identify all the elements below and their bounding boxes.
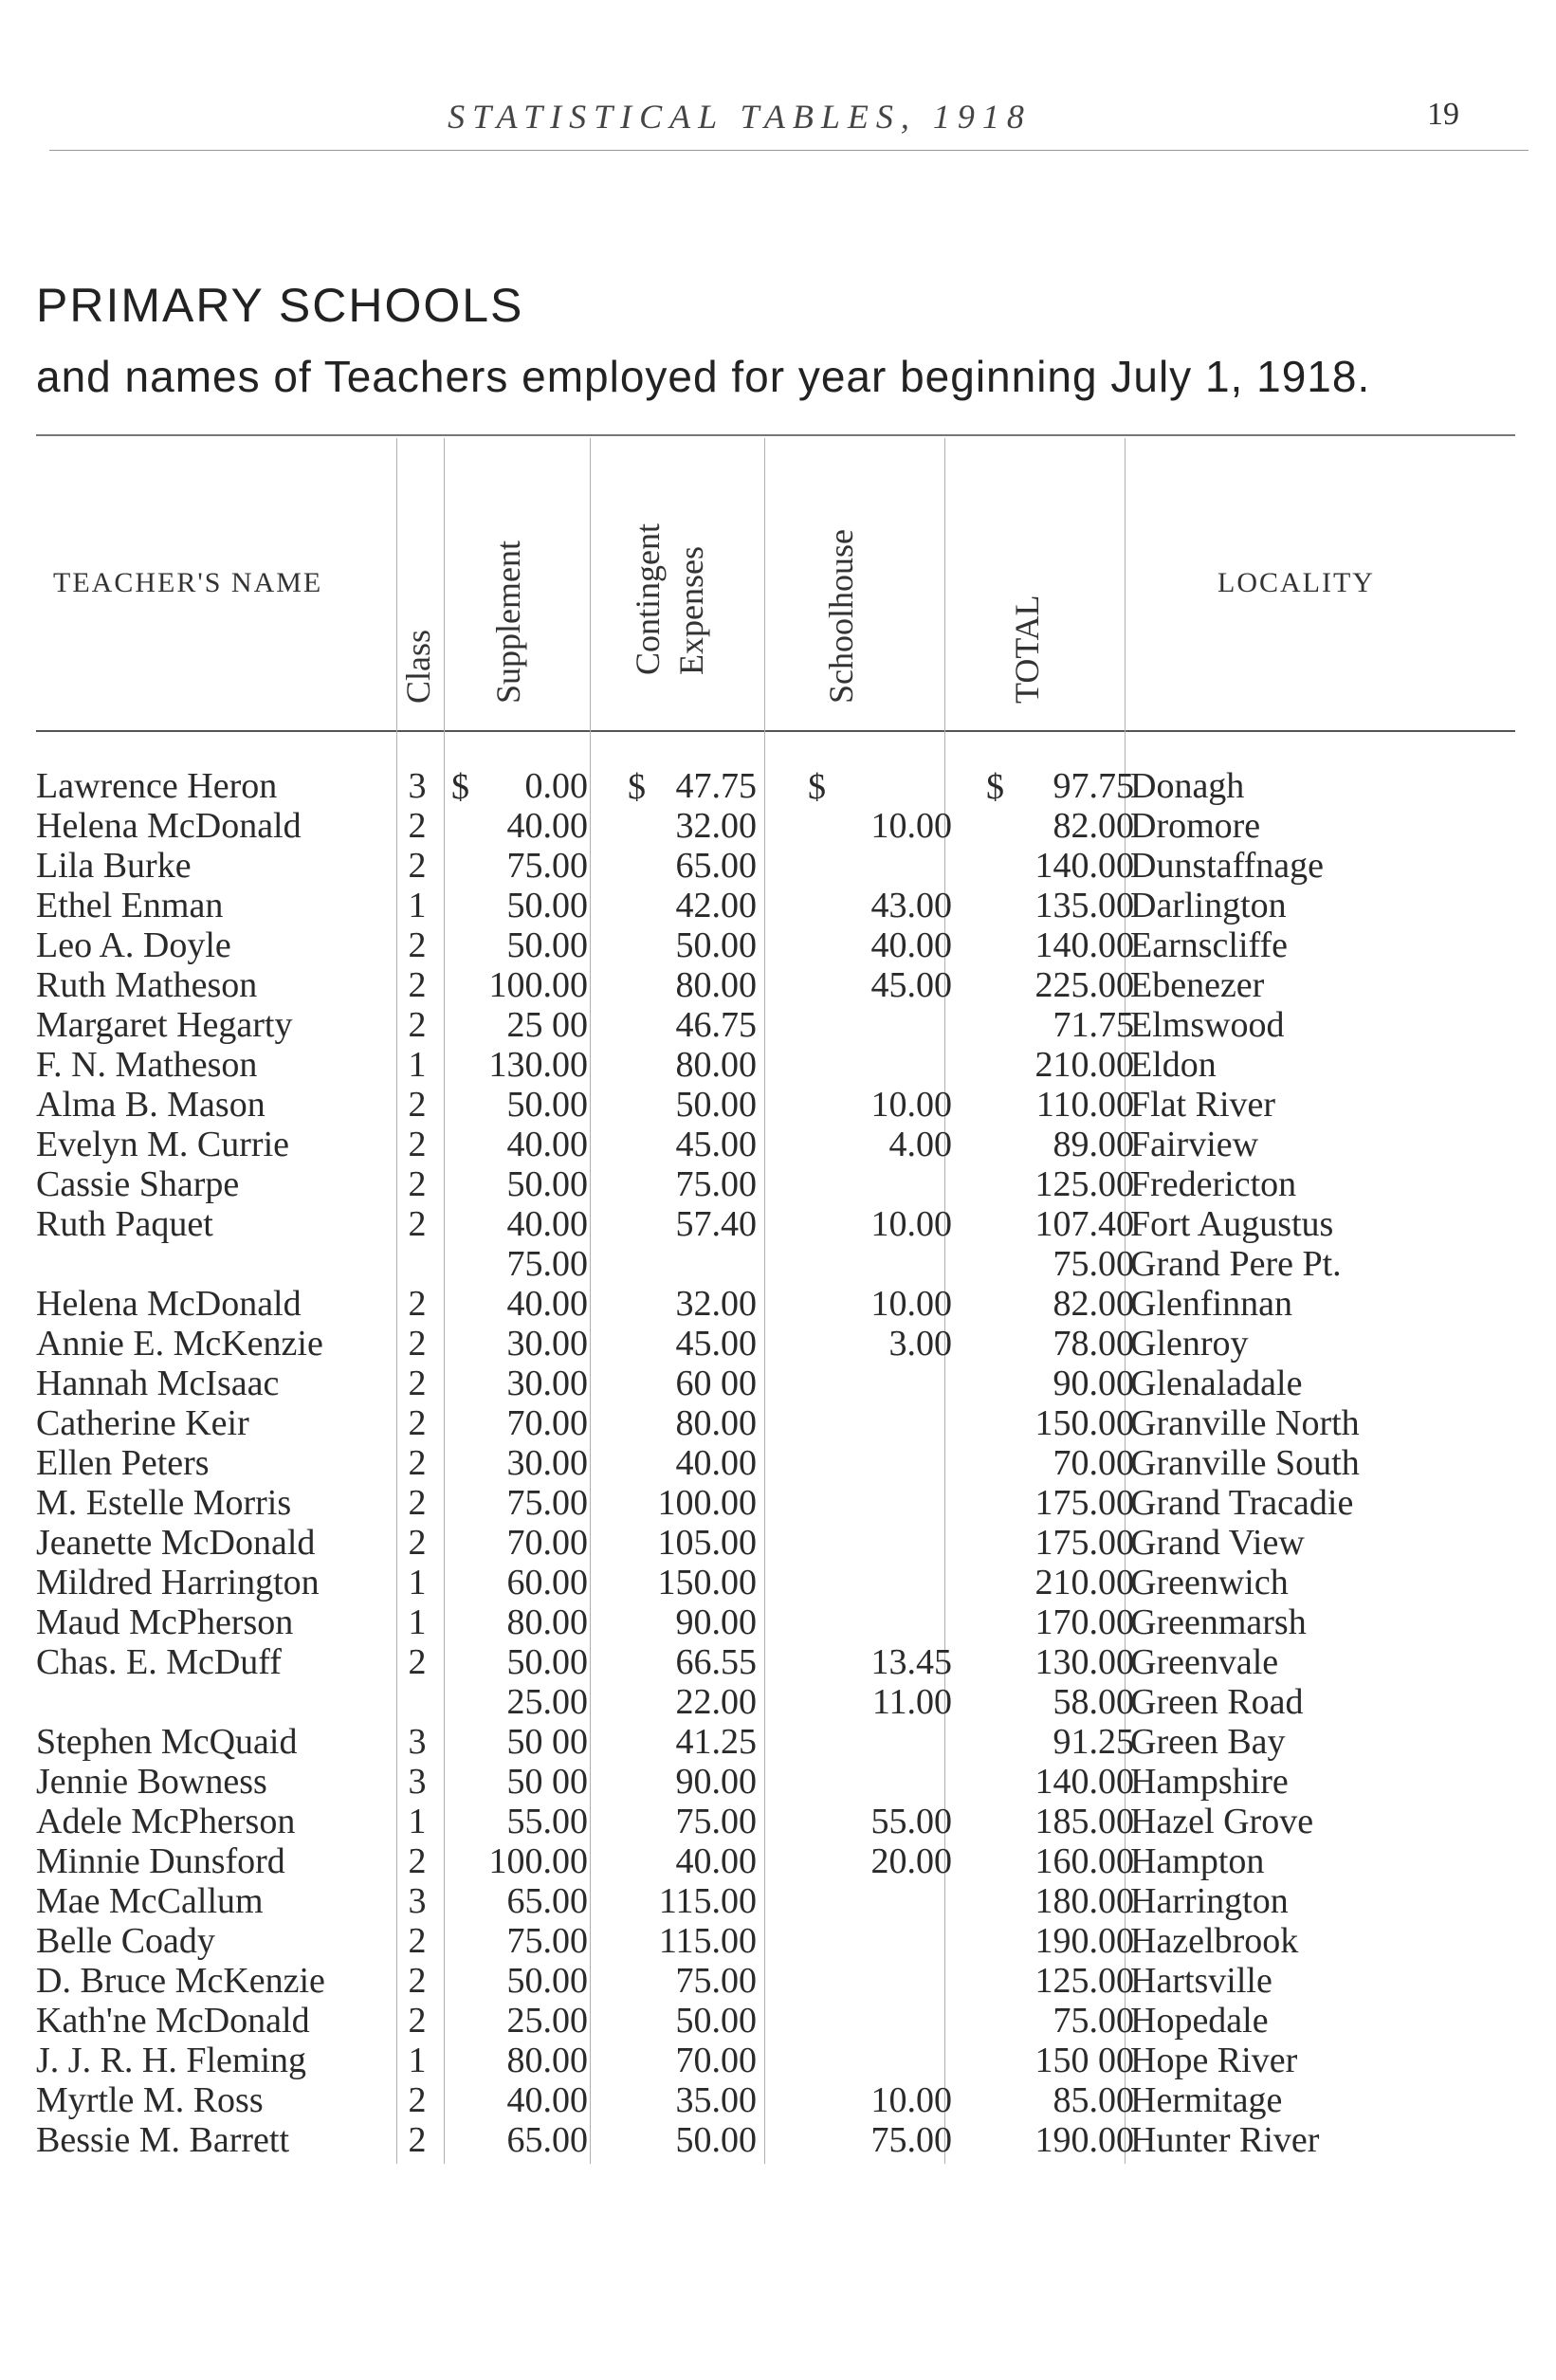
total-value: 190.00	[1034, 2120, 1134, 2160]
supplement-value: 75.00	[506, 1921, 588, 1961]
locality-name: Hazel Grove	[1130, 1802, 1314, 1841]
table-row	[0, 1125, 1556, 1164]
column-header-total: TOTAL	[1008, 595, 1046, 704]
total-value: 125.00	[1034, 1164, 1134, 1204]
table-row	[0, 1204, 1556, 1244]
contingent-value: 60 00	[675, 1364, 757, 1403]
locality-name: Greenwich	[1130, 1563, 1289, 1602]
contingent-value: 115.00	[658, 1921, 757, 1961]
class-value: 3	[408, 1881, 427, 1921]
class-value: 2	[408, 1403, 427, 1443]
contingent-value: 80.00	[675, 1403, 757, 1443]
class-value: 2	[408, 806, 427, 846]
column-header-supplement: Supplement	[489, 540, 527, 704]
table-row	[0, 2080, 1556, 2120]
table-row	[0, 1085, 1556, 1125]
locality-name: Hazelbrook	[1130, 1921, 1299, 1961]
table-row	[0, 806, 1556, 846]
locality-name: Grand Pere Pt.	[1130, 1244, 1342, 1284]
contingent-value: 100.00	[657, 1483, 757, 1523]
supplement-value: 80.00	[506, 2041, 588, 2080]
contingent-value: 32.00	[675, 806, 757, 846]
supplement-value: 75.00	[506, 1244, 588, 1284]
teacher-name: Leo A. Doyle	[36, 925, 231, 965]
table-row	[0, 1602, 1556, 1642]
supplement-value: 50.00	[506, 1961, 588, 2001]
contingent-value: 65.00	[675, 846, 757, 886]
column-header-locality: LOCALITY	[1217, 567, 1375, 598]
class-value: 2	[408, 1523, 427, 1563]
locality-name: Green Bay	[1130, 1722, 1286, 1762]
supplement-value: 30.00	[506, 1443, 588, 1483]
table-row	[0, 1523, 1556, 1563]
locality-name: Harrington	[1130, 1881, 1289, 1921]
contingent-value: 22.00	[675, 1682, 757, 1722]
table-row	[0, 1722, 1556, 1762]
contingent-value: 45.00	[675, 1324, 757, 1364]
running-head	[0, 97, 1556, 154]
locality-name: Hopedale	[1130, 2001, 1269, 2041]
supplement-value: 50.00	[506, 1164, 588, 1204]
schoolhouse-value: 40.00	[870, 925, 952, 965]
supplement-value: 40.00	[506, 2080, 588, 2120]
teacher-name: Kath'ne McDonald	[36, 2001, 310, 2041]
teacher-name: Evelyn M. Currie	[36, 1125, 290, 1164]
teacher-name: Ethel Enman	[36, 886, 224, 925]
class-value: 2	[408, 2001, 427, 2041]
total-value: 78.00	[1053, 1324, 1134, 1364]
total-value: 170.00	[1034, 1602, 1134, 1642]
supplement-value: 30.00	[506, 1324, 588, 1364]
class-value: 2	[408, 1364, 427, 1403]
total-value: 135.00	[1034, 886, 1134, 925]
contingent-value: 41.25	[675, 1722, 757, 1762]
table-row	[0, 1563, 1556, 1602]
supplement-value: 75.00	[506, 1483, 588, 1523]
locality-name: Dromore	[1130, 806, 1261, 846]
contingent-value: 40.00	[675, 1841, 757, 1881]
contingent-value: 90.00	[675, 1762, 757, 1802]
column-header-schoolhouse: Schoolhouse	[822, 529, 860, 704]
supplement-value: 100.00	[488, 1841, 588, 1881]
schoolhouse-value: 11.00	[871, 1682, 952, 1722]
table-row	[0, 2041, 1556, 2080]
schoolhouse-value: 4.00	[888, 1125, 952, 1164]
class-value: 2	[408, 2120, 427, 2160]
locality-name: Greenmarsh	[1130, 1602, 1307, 1642]
locality-name: Fort Augustus	[1130, 1204, 1334, 1244]
table-row	[0, 1841, 1556, 1881]
class-value: 3	[408, 1722, 427, 1762]
total-value: 82.00	[1053, 1284, 1134, 1324]
contingent-value: 105.00	[657, 1523, 757, 1563]
supplement-value: 50 00	[506, 1722, 588, 1762]
locality-name: Hunter River	[1130, 2120, 1320, 2160]
supplement-value: 40.00	[506, 1204, 588, 1244]
total-value: 75.00	[1053, 1244, 1134, 1284]
class-value: 1	[408, 1045, 427, 1085]
locality-name: Hartsville	[1130, 1961, 1272, 2001]
total-value: 130.00	[1034, 1642, 1134, 1682]
column-header-name: TEACHER'S NAME	[53, 567, 323, 598]
supplement-value: 0.00	[524, 766, 588, 806]
class-value: 1	[408, 1602, 427, 1642]
locality-name: Glenroy	[1130, 1324, 1249, 1364]
locality-name: Grand Tracadie	[1130, 1483, 1354, 1523]
contingent-value: 50.00	[675, 1085, 757, 1125]
dollar-sign: $	[986, 767, 1004, 807]
contingent-value: 35.00	[675, 2080, 757, 2120]
table-row	[0, 846, 1556, 886]
contingent-value: 40.00	[675, 1443, 757, 1483]
teacher-name: Hannah McIsaac	[36, 1364, 280, 1403]
total-value: 85.00	[1053, 2080, 1134, 2120]
table-row	[0, 886, 1556, 925]
total-value: 75.00	[1053, 2001, 1134, 2041]
teacher-name: Ruth Paquet	[36, 1204, 213, 1244]
supplement-value: 50.00	[506, 1085, 588, 1125]
contingent-value: 57.40	[675, 1204, 757, 1244]
locality-name: Grand View	[1130, 1523, 1305, 1563]
contingent-value: 75.00	[675, 1961, 757, 2001]
schoolhouse-value: 55.00	[870, 1802, 952, 1841]
schoolhouse-value: 10.00	[870, 1284, 952, 1324]
supplement-value: 50.00	[506, 925, 588, 965]
table-row	[0, 1005, 1556, 1045]
table-row	[0, 1762, 1556, 1802]
locality-name: Donagh	[1130, 766, 1245, 806]
contingent-value: 50.00	[675, 925, 757, 965]
teacher-name: Myrtle M. Ross	[36, 2080, 264, 2120]
contingent-value: 80.00	[675, 1045, 757, 1085]
table-row	[0, 1921, 1556, 1961]
locality-name: Hampton	[1130, 1841, 1265, 1881]
locality-name: Glenfinnan	[1130, 1284, 1292, 1324]
total-value: 110.00	[1035, 1085, 1134, 1125]
class-value: 2	[408, 1324, 427, 1364]
teacher-name: Ruth Matheson	[36, 965, 258, 1005]
supplement-value: 25 00	[506, 1005, 588, 1045]
total-value: 150 00	[1034, 2041, 1134, 2080]
locality-name: Greenvale	[1130, 1642, 1279, 1682]
contingent-value: 66.55	[675, 1642, 757, 1682]
total-value: 70.00	[1053, 1443, 1134, 1483]
total-value: 82.00	[1053, 806, 1134, 846]
locality-name: Elmswood	[1130, 1005, 1285, 1045]
total-value: 175.00	[1034, 1523, 1134, 1563]
teacher-name: Helena McDonald	[36, 1284, 302, 1324]
contingent-value: 32.00	[675, 1284, 757, 1324]
total-value: 89.00	[1053, 1125, 1134, 1164]
total-value: 97.75	[1053, 766, 1134, 806]
supplement-value: 130.00	[488, 1045, 588, 1085]
total-value: 160.00	[1034, 1841, 1134, 1881]
teacher-name: Minnie Dunsford	[36, 1841, 285, 1881]
class-value: 2	[408, 1841, 427, 1881]
class-value: 3	[408, 766, 427, 806]
teacher-name: Adele McPherson	[36, 1802, 296, 1841]
table-row	[0, 1284, 1556, 1324]
locality-name: Eldon	[1130, 1045, 1217, 1085]
total-value: 107.40	[1034, 1204, 1134, 1244]
teacher-name: Jeanette McDonald	[36, 1523, 316, 1563]
teacher-name: Lawrence Heron	[36, 766, 278, 806]
locality-name: Granville South	[1130, 1443, 1360, 1483]
total-value: 180.00	[1034, 1881, 1134, 1921]
table-row	[0, 1045, 1556, 1085]
total-value: 175.00	[1034, 1483, 1134, 1523]
locality-name: Ebenezer	[1130, 965, 1265, 1005]
teacher-name: Margaret Hegarty	[36, 1005, 293, 1045]
locality-name: Flat River	[1130, 1085, 1276, 1125]
schoolhouse-value: 75.00	[870, 2120, 952, 2160]
supplement-value: 25.00	[506, 2001, 588, 2041]
teacher-name: Mildred Harrington	[36, 1563, 320, 1602]
schoolhouse-value: 10.00	[870, 1085, 952, 1125]
table-top-rule	[36, 434, 1515, 436]
class-value: 2	[408, 1921, 427, 1961]
total-value: 91.25	[1053, 1722, 1134, 1762]
class-value: 2	[408, 925, 427, 965]
table-row	[0, 925, 1556, 965]
supplement-value: 65.00	[506, 1881, 588, 1921]
page-subtitle: and names of Teachers employed for year beginning July 1, 1918.	[36, 352, 1371, 401]
table-row	[0, 1483, 1556, 1523]
teacher-name: F. N. Matheson	[36, 1045, 258, 1085]
column-header-contingent: Contingent	[629, 523, 667, 675]
schoolhouse-value: 10.00	[870, 2080, 952, 2120]
class-value: 2	[408, 1164, 427, 1204]
table-row	[0, 1642, 1556, 1682]
locality-name: Earnscliffe	[1130, 925, 1288, 965]
class-value: 2	[408, 1005, 427, 1045]
table-row	[0, 1443, 1556, 1483]
table-row	[0, 1403, 1556, 1443]
class-value: 2	[408, 1085, 427, 1125]
teacher-name: Bessie M. Barrett	[36, 2120, 290, 2160]
locality-name: Darlington	[1130, 886, 1287, 925]
teacher-name: Annie E. McKenzie	[36, 1324, 323, 1364]
locality-name: Fairview	[1130, 1125, 1259, 1164]
supplement-value: 50 00	[506, 1762, 588, 1802]
teacher-name: J. J. R. H. Fleming	[36, 2041, 307, 2080]
teacher-name: Belle Coady	[36, 1921, 215, 1961]
class-value: 2	[408, 1961, 427, 2001]
contingent-value: 150.00	[657, 1563, 757, 1602]
teacher-name: Maud McPherson	[36, 1602, 294, 1642]
header-rule	[49, 150, 1529, 151]
page-number: 19	[1427, 97, 1459, 132]
class-value: 2	[408, 1483, 427, 1523]
total-value: 225.00	[1034, 965, 1134, 1005]
teacher-name: D. Bruce McKenzie	[36, 1961, 325, 2001]
dollar-sign: $	[628, 767, 646, 807]
table-row	[0, 1881, 1556, 1921]
contingent-value: 45.00	[675, 1125, 757, 1164]
table-row	[0, 965, 1556, 1005]
table-row	[0, 1802, 1556, 1841]
contingent-value: 50.00	[675, 2001, 757, 2041]
class-value: 1	[408, 1802, 427, 1841]
supplement-value: 55.00	[506, 1802, 588, 1841]
total-value: 125.00	[1034, 1961, 1134, 2001]
class-value: 2	[408, 965, 427, 1005]
class-value: 2	[408, 1204, 427, 1244]
contingent-value: 70.00	[675, 2041, 757, 2080]
total-value: 140.00	[1034, 1762, 1134, 1802]
supplement-value: 60.00	[506, 1563, 588, 1602]
total-value: 58.00	[1053, 1682, 1134, 1722]
supplement-value: 65.00	[506, 2120, 588, 2160]
teacher-name: Chas. E. McDuff	[36, 1642, 282, 1682]
table-row	[0, 766, 1556, 806]
table-row	[0, 1961, 1556, 2001]
table-row	[0, 1364, 1556, 1403]
contingent-value: 90.00	[675, 1602, 757, 1642]
supplement-value: 50.00	[506, 1642, 588, 1682]
schoolhouse-value: 3.00	[888, 1324, 952, 1364]
locality-name: Green Road	[1130, 1682, 1304, 1722]
locality-name: Hope River	[1130, 2041, 1298, 2080]
running-title: STATISTICAL TABLES, 1918	[448, 98, 1032, 136]
supplement-value: 40.00	[506, 1284, 588, 1324]
contingent-value: 75.00	[675, 1802, 757, 1841]
teacher-name: Jennie Bowness	[36, 1762, 267, 1802]
contingent-value: 80.00	[675, 965, 757, 1005]
supplement-value: 70.00	[506, 1403, 588, 1443]
class-value: 1	[408, 886, 427, 925]
class-value: 2	[408, 2080, 427, 2120]
table-header-rule	[36, 730, 1515, 732]
locality-name: Granville North	[1130, 1403, 1360, 1443]
teacher-table	[0, 766, 1556, 2160]
total-value: 190.00	[1034, 1921, 1134, 1961]
schoolhouse-value: 13.45	[870, 1642, 952, 1682]
column-header-expenses: Expenses	[672, 546, 710, 675]
total-value: 140.00	[1034, 925, 1134, 965]
schoolhouse-value: 43.00	[870, 886, 952, 925]
dollar-sign: $	[451, 767, 469, 807]
locality-name: Hermitage	[1130, 2080, 1283, 2120]
class-value: 2	[408, 1443, 427, 1483]
table-row	[0, 2120, 1556, 2160]
teacher-name: M. Estelle Morris	[36, 1483, 292, 1523]
supplement-value: 40.00	[506, 806, 588, 846]
contingent-value: 47.75	[675, 766, 757, 806]
total-value: 210.00	[1034, 1563, 1134, 1602]
teacher-name: Alma B. Mason	[36, 1085, 265, 1125]
page-title: PRIMARY SCHOOLS	[36, 279, 524, 332]
supplement-value: 30.00	[506, 1364, 588, 1403]
supplement-value: 70.00	[506, 1523, 588, 1563]
supplement-value: 40.00	[506, 1125, 588, 1164]
table-row	[0, 1324, 1556, 1364]
supplement-value: 75.00	[506, 846, 588, 886]
contingent-value: 42.00	[675, 886, 757, 925]
teacher-name: Ellen Peters	[36, 1443, 210, 1483]
class-value: 2	[408, 1284, 427, 1324]
class-value: 3	[408, 1762, 427, 1802]
teacher-name: Catherine Keir	[36, 1403, 249, 1443]
teacher-name: Stephen McQuaid	[36, 1722, 298, 1762]
table-row	[0, 2001, 1556, 2041]
schoolhouse-value: 45.00	[870, 965, 952, 1005]
schoolhouse-value: 10.00	[870, 1204, 952, 1244]
teacher-name: Helena McDonald	[36, 806, 302, 846]
class-value: 2	[408, 846, 427, 886]
total-value: 71.75	[1053, 1005, 1134, 1045]
column-header-class: Class	[399, 629, 437, 704]
contingent-value: 46.75	[675, 1005, 757, 1045]
locality-name: Glenaladale	[1130, 1364, 1303, 1403]
total-value: 185.00	[1034, 1802, 1134, 1841]
schoolhouse-value: 10.00	[870, 806, 952, 846]
supplement-value: 80.00	[506, 1602, 588, 1642]
teacher-name: Lila Burke	[36, 846, 192, 886]
class-value: 1	[408, 2041, 427, 2080]
table-row	[0, 1682, 1556, 1722]
table-row	[0, 1164, 1556, 1204]
supplement-value: 100.00	[488, 965, 588, 1005]
contingent-value: 50.00	[675, 2120, 757, 2160]
total-value: 150.00	[1034, 1403, 1134, 1443]
supplement-value: 50.00	[506, 886, 588, 925]
class-value: 1	[408, 1563, 427, 1602]
contingent-value: 115.00	[658, 1881, 757, 1921]
class-value: 2	[408, 1642, 427, 1682]
teacher-name: Mae McCallum	[36, 1881, 264, 1921]
locality-name: Hampshire	[1130, 1762, 1289, 1802]
dollar-sign: $	[808, 767, 826, 807]
contingent-value: 75.00	[675, 1164, 757, 1204]
total-value: 210.00	[1034, 1045, 1134, 1085]
supplement-value: 25.00	[506, 1682, 588, 1722]
total-value: 90.00	[1053, 1364, 1134, 1403]
schoolhouse-value: 20.00	[870, 1841, 952, 1881]
locality-name: Fredericton	[1130, 1164, 1297, 1204]
teacher-name: Cassie Sharpe	[36, 1164, 240, 1204]
class-value: 2	[408, 1125, 427, 1164]
total-value: 140.00	[1034, 846, 1134, 886]
locality-name: Dunstaffnage	[1130, 846, 1325, 886]
table-row	[0, 1244, 1556, 1284]
